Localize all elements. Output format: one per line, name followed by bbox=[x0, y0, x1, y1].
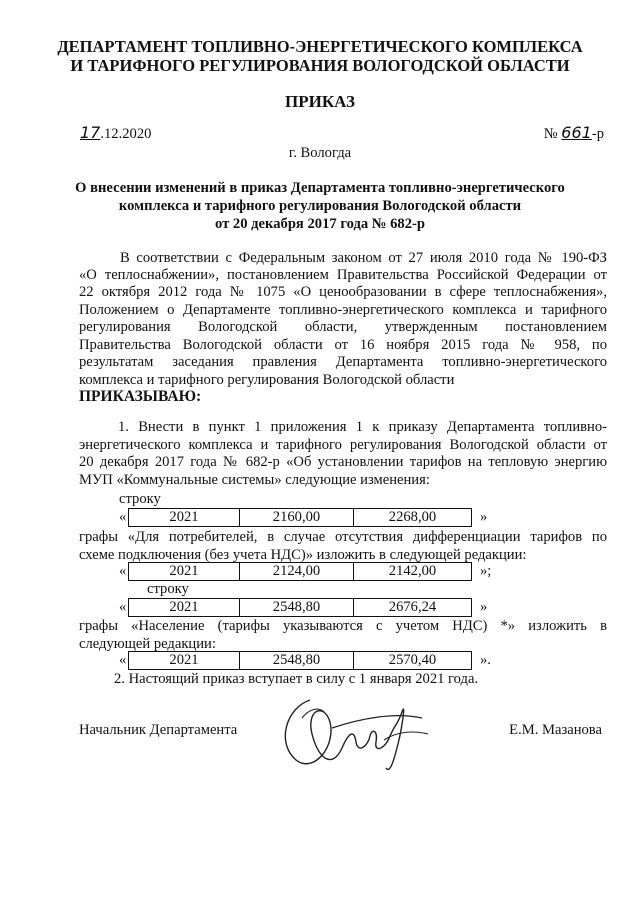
preamble-line: 22 октября 2012 года № 1075 «О ценообразовании в сфере теплоснабжения», bbox=[79, 284, 607, 300]
date-day-handwritten: 17 bbox=[80, 123, 101, 142]
item2-line: 2. Настоящий приказ вступает в силу с 1 января 2021 года. bbox=[114, 671, 479, 687]
preamble-line: комплекса и тарифного регулирования Вологодской области bbox=[79, 372, 455, 388]
preamble-line: результатам заседания правления Департамента топливно-энергетического bbox=[79, 354, 607, 370]
table-cell-year: 2021 bbox=[129, 563, 240, 581]
item1-line: 1. Внести в пункт 1 приложения 1 к приказу Департамента топливно- bbox=[118, 419, 607, 435]
table-cell-value: 2142,00 bbox=[354, 563, 472, 581]
table-cell-value: 2570,40 bbox=[354, 652, 472, 670]
quote-close-dot: ». bbox=[480, 652, 491, 668]
subject-line1: О внесении изменений в приказ Департамента топливно-энергетического bbox=[75, 180, 565, 196]
number-suffix: -р bbox=[591, 126, 604, 142]
date-month-year: .12.2020 bbox=[100, 126, 152, 142]
table-row bbox=[129, 599, 472, 617]
table-cell-value: 2676,24 bbox=[354, 599, 472, 617]
quote-close: » bbox=[480, 599, 488, 615]
label-row-word: строку bbox=[147, 581, 189, 597]
table-cell-value: 2548,80 bbox=[240, 652, 354, 670]
tariff-table-2 bbox=[128, 562, 472, 581]
quote-open: « bbox=[119, 652, 127, 668]
tariff-table-3 bbox=[128, 598, 472, 617]
handwritten-signature bbox=[272, 688, 442, 778]
columns-text-line: графы «Для потребителей, в случае отсутствия дифференциации тарифов по bbox=[79, 529, 607, 545]
table-cell-value: 2124,00 bbox=[240, 563, 354, 581]
department-name-line1: ДЕПАРТАМЕНТ ТОПЛИВНО-ЭНЕРГЕТИЧЕСКОГО КОМПЛЕКСА bbox=[57, 37, 583, 56]
label-row-word: строку bbox=[119, 491, 161, 507]
table-cell-year: 2021 bbox=[129, 652, 240, 670]
signatory-title: Начальник Департамента bbox=[79, 722, 238, 738]
tariff-table-1 bbox=[128, 508, 472, 527]
item1-line: МУП «Коммунальные системы» следующие изменения: bbox=[79, 472, 430, 488]
tariff-table-4 bbox=[128, 651, 472, 670]
quote-close-semicolon: »; bbox=[480, 563, 492, 579]
table-cell-year: 2021 bbox=[129, 509, 240, 527]
number-sign: № bbox=[543, 126, 558, 142]
department-name-line2: И ТАРИФНОГО РЕГУЛИРОВАНИЯ ВОЛОГОДСКОЙ ОБЛАСТИ bbox=[70, 56, 570, 75]
table-row bbox=[129, 563, 472, 581]
city: г. Вологда bbox=[288, 145, 352, 161]
order-number bbox=[544, 123, 604, 143]
columns-text-line: следующей редакции: bbox=[79, 636, 216, 652]
order-date bbox=[80, 123, 151, 143]
document-type: ПРИКАЗ bbox=[285, 92, 355, 111]
preamble-line: «О теплоснабжении», постановлением Правительства Российской Федерации от bbox=[79, 267, 607, 283]
order-word: ПРИКАЗЫВАЮ: bbox=[79, 388, 202, 405]
preamble-line: регулирования Вологодской области, утвержденным постановлением bbox=[79, 319, 607, 335]
quote-open: « bbox=[119, 599, 127, 615]
quote-close: » bbox=[480, 509, 488, 525]
item1-line: энергетического комплекса и тарифного регулирования Вологодской области от bbox=[79, 437, 607, 453]
number-handwritten: 661 bbox=[561, 123, 592, 142]
preamble-line: В соответствии с Федеральным законом от 27 июля 2010 года № 190-ФЗ bbox=[120, 250, 607, 266]
columns-text-line: графы «Население (тарифы указываются с учетом НДС) *» изложить в bbox=[79, 618, 607, 634]
table-row bbox=[129, 509, 472, 527]
table-cell-value: 2548,80 bbox=[240, 599, 354, 617]
table-cell-value: 2160,00 bbox=[240, 509, 354, 527]
table-cell-value: 2268,00 bbox=[354, 509, 472, 527]
quote-open: « bbox=[119, 509, 127, 525]
table-row bbox=[129, 652, 472, 670]
columns-text-line: схеме подключения (без учета НДС)» изложить в следующей редакции: bbox=[79, 547, 527, 563]
quote-open: « bbox=[119, 563, 127, 579]
subject-line2: комплекса и тарифного регулирования Вологодской области bbox=[118, 198, 522, 214]
preamble-line: Правительства Вологодской области от 16 ноября 2015 года № 958, по bbox=[79, 337, 607, 353]
subject-line3: от 20 декабря 2017 года № 682-р bbox=[215, 216, 425, 232]
item1-line: 20 декабря 2017 года № 682-р «Об установлении тарифов на тепловую энергию bbox=[79, 454, 607, 470]
signatory-name: Е.М. Мазанова bbox=[509, 722, 602, 738]
preamble-line: Положением о Департаменте топливно-энергетического комплекса и тарифного bbox=[79, 302, 607, 318]
table-cell-year: 2021 bbox=[129, 599, 240, 617]
